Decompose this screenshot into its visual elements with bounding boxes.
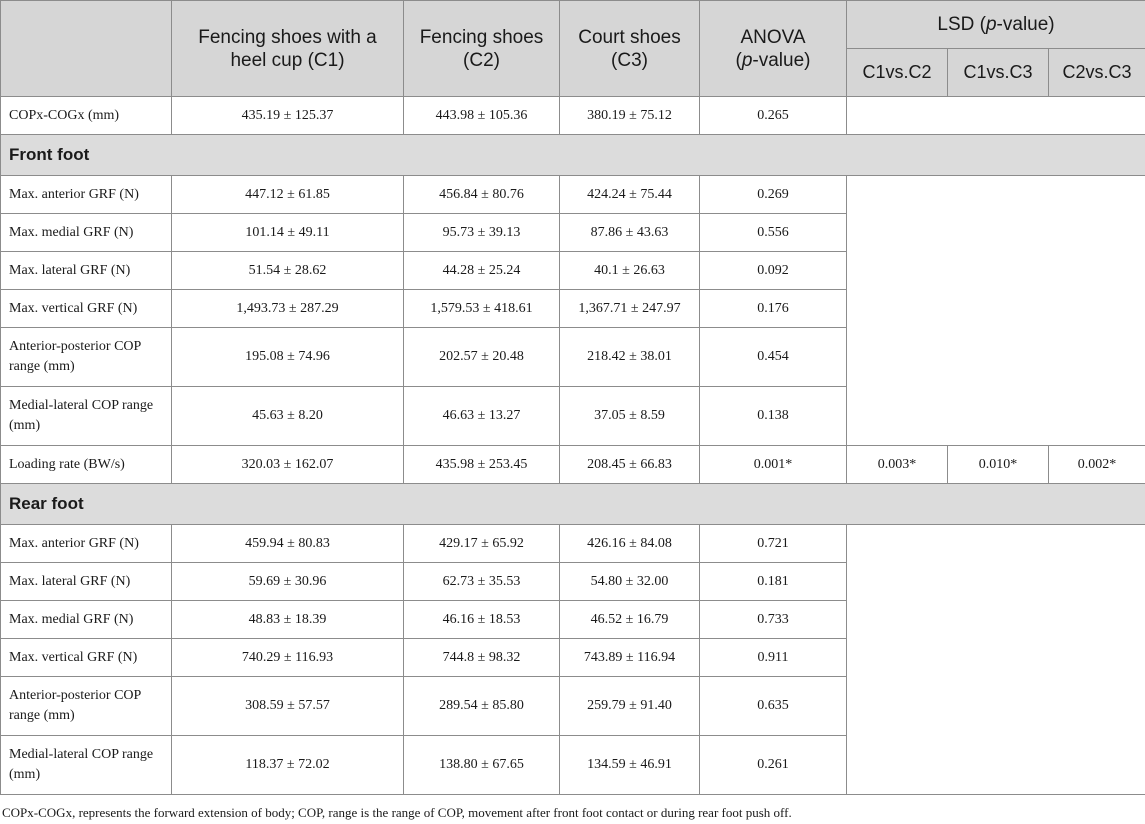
row-label: Max. anterior GRF (N) — [1, 176, 172, 214]
cell-anova: 0.138 — [700, 387, 847, 446]
cell-c3: 426.16 ± 84.08 — [560, 525, 700, 563]
header-lsd-prefix: LSD ( — [937, 14, 986, 35]
cell-c3: 380.19 ± 75.12 — [560, 97, 700, 135]
section-row-rear-foot — [1, 484, 1145, 525]
cell-c2: 1,579.53 ± 418.61 — [404, 290, 560, 328]
cell-c1: 320.03 ± 162.07 — [172, 446, 404, 484]
cell-c2: 44.28 ± 25.24 — [404, 252, 560, 290]
header-lsd-c1c2: C1vs.C2 — [847, 49, 948, 97]
cell-c3: 37.05 ± 8.59 — [560, 387, 700, 446]
cell-c3: 54.80 ± 32.00 — [560, 563, 700, 601]
row-label: Max. vertical GRF (N) — [1, 639, 172, 677]
cell-c1: 1,493.73 ± 287.29 — [172, 290, 404, 328]
cell-c2: 435.98 ± 253.45 — [404, 446, 560, 484]
cell-anova: 0.269 — [700, 176, 847, 214]
cell-c1: 45.63 ± 8.20 — [172, 387, 404, 446]
cell-c3: 208.45 ± 66.83 — [560, 446, 700, 484]
header-lsd-tail: -value) — [996, 14, 1055, 35]
cell-c3: 743.89 ± 116.94 — [560, 639, 700, 677]
row-label: Max. vertical GRF (N) — [1, 290, 172, 328]
header-lsd — [847, 1, 1145, 49]
cell-anova: 0.556 — [700, 214, 847, 252]
row-label: COPx-COGx (mm) — [1, 97, 172, 135]
header-anova: ANOVA (p-value) — [700, 1, 847, 97]
cell-c2: 429.17 ± 65.92 — [404, 525, 560, 563]
cell-anova: 0.454 — [700, 328, 847, 387]
cell-c2: 289.54 ± 85.80 — [404, 677, 560, 736]
header-lsd-c2c3: C2vs.C3 — [1049, 49, 1145, 97]
cell-c1: 308.59 ± 57.57 — [172, 677, 404, 736]
row-label: Medial-lateral COP range (mm) — [1, 736, 172, 795]
cell-c1: 435.19 ± 125.37 — [172, 97, 404, 135]
table-row — [1, 176, 1145, 214]
table-footnote: COPx-COGx, represents the forward extension of body; COP, range is the range of COP, movement after front foot contact or during rear foot push off. — [2, 805, 792, 820]
table-row — [1, 97, 1145, 135]
cell-c2: 138.80 ± 67.65 — [404, 736, 560, 795]
section-title-rear-foot: Rear foot — [1, 484, 1145, 525]
header-anova-p: p — [741, 49, 753, 71]
cell-anova: 0.265 — [700, 97, 847, 135]
cell-anova: 0.911 — [700, 639, 847, 677]
cell-c2: 202.57 ± 20.48 — [404, 328, 560, 387]
row-label: Max. anterior GRF (N) — [1, 525, 172, 563]
section-title-front-foot: Front foot — [1, 135, 1145, 176]
cell-anova: 0.635 — [700, 677, 847, 736]
cell-lsd-empty — [847, 97, 1145, 135]
header-c1: Fencing shoes with a heel cup (C1) — [172, 1, 404, 97]
table-row — [1, 446, 1145, 484]
cell-anova: 0.261 — [700, 736, 847, 795]
row-label: Medial-lateral COP range (mm) — [1, 387, 172, 446]
header-lsd-c1c3: C1vs.C3 — [948, 49, 1049, 97]
cell-anova: 0.092 — [700, 252, 847, 290]
cell-anova: 0.181 — [700, 563, 847, 601]
row-label: Max. medial GRF (N) — [1, 214, 172, 252]
cell-lsd-c1c2: 0.003* — [847, 446, 948, 484]
cell-anova: 0.733 — [700, 601, 847, 639]
cell-c2: 443.98 ± 105.36 — [404, 97, 560, 135]
header-c3: Court shoes (C3) — [560, 1, 700, 97]
cell-c1: 459.94 ± 80.83 — [172, 525, 404, 563]
cell-lsd-empty — [847, 176, 1145, 446]
cell-anova: 0.001* — [700, 446, 847, 484]
cell-c3: 218.42 ± 38.01 — [560, 328, 700, 387]
cell-c2: 456.84 ± 80.76 — [404, 176, 560, 214]
row-label: Anterior-posterior COP range (mm) — [1, 677, 172, 736]
cell-c1: 48.83 ± 18.39 — [172, 601, 404, 639]
cell-c1: 740.29 ± 116.93 — [172, 639, 404, 677]
cell-c3: 87.86 ± 43.63 — [560, 214, 700, 252]
cell-c1: 447.12 ± 61.85 — [172, 176, 404, 214]
cell-lsd-c2c3: 0.002* — [1049, 446, 1145, 484]
cell-c1: 59.69 ± 30.96 — [172, 563, 404, 601]
row-label: Max. lateral GRF (N) — [1, 563, 172, 601]
corner-header-cell — [1, 1, 172, 97]
row-label: Max. lateral GRF (N) — [1, 252, 172, 290]
row-label: Anterior-posterior COP range (mm) — [1, 328, 172, 387]
cell-c2: 46.63 ± 13.27 — [404, 387, 560, 446]
header-anova-tail: -value) — [752, 49, 811, 71]
section-row-front-foot — [1, 135, 1145, 176]
cell-c1: 195.08 ± 74.96 — [172, 328, 404, 387]
cell-c3: 1,367.71 ± 247.97 — [560, 290, 700, 328]
cell-c3: 134.59 ± 46.91 — [560, 736, 700, 795]
cell-c1: 101.14 ± 49.11 — [172, 214, 404, 252]
cell-lsd-c1c3: 0.010* — [948, 446, 1049, 484]
cell-c2: 62.73 ± 35.53 — [404, 563, 560, 601]
table-row — [1, 525, 1145, 563]
cell-c1: 51.54 ± 28.62 — [172, 252, 404, 290]
row-label: Max. medial GRF (N) — [1, 601, 172, 639]
cell-c2: 46.16 ± 18.53 — [404, 601, 560, 639]
cell-c2: 95.73 ± 39.13 — [404, 214, 560, 252]
cell-anova: 0.721 — [700, 525, 847, 563]
cell-lsd-empty — [847, 525, 1145, 795]
cell-anova: 0.176 — [700, 290, 847, 328]
cell-c1: 118.37 ± 72.02 — [172, 736, 404, 795]
cell-c3: 40.1 ± 26.63 — [560, 252, 700, 290]
cell-c3: 259.79 ± 91.40 — [560, 677, 700, 736]
cell-c3: 46.52 ± 16.79 — [560, 601, 700, 639]
row-label: Loading rate (BW/s) — [1, 446, 172, 484]
header-anova-line1: ANOVA — [740, 26, 806, 48]
header-lsd-p: p — [985, 14, 997, 35]
cell-c3: 424.24 ± 75.44 — [560, 176, 700, 214]
header-c2: Fencing shoes (C2) — [404, 1, 560, 97]
cell-c2: 744.8 ± 98.32 — [404, 639, 560, 677]
